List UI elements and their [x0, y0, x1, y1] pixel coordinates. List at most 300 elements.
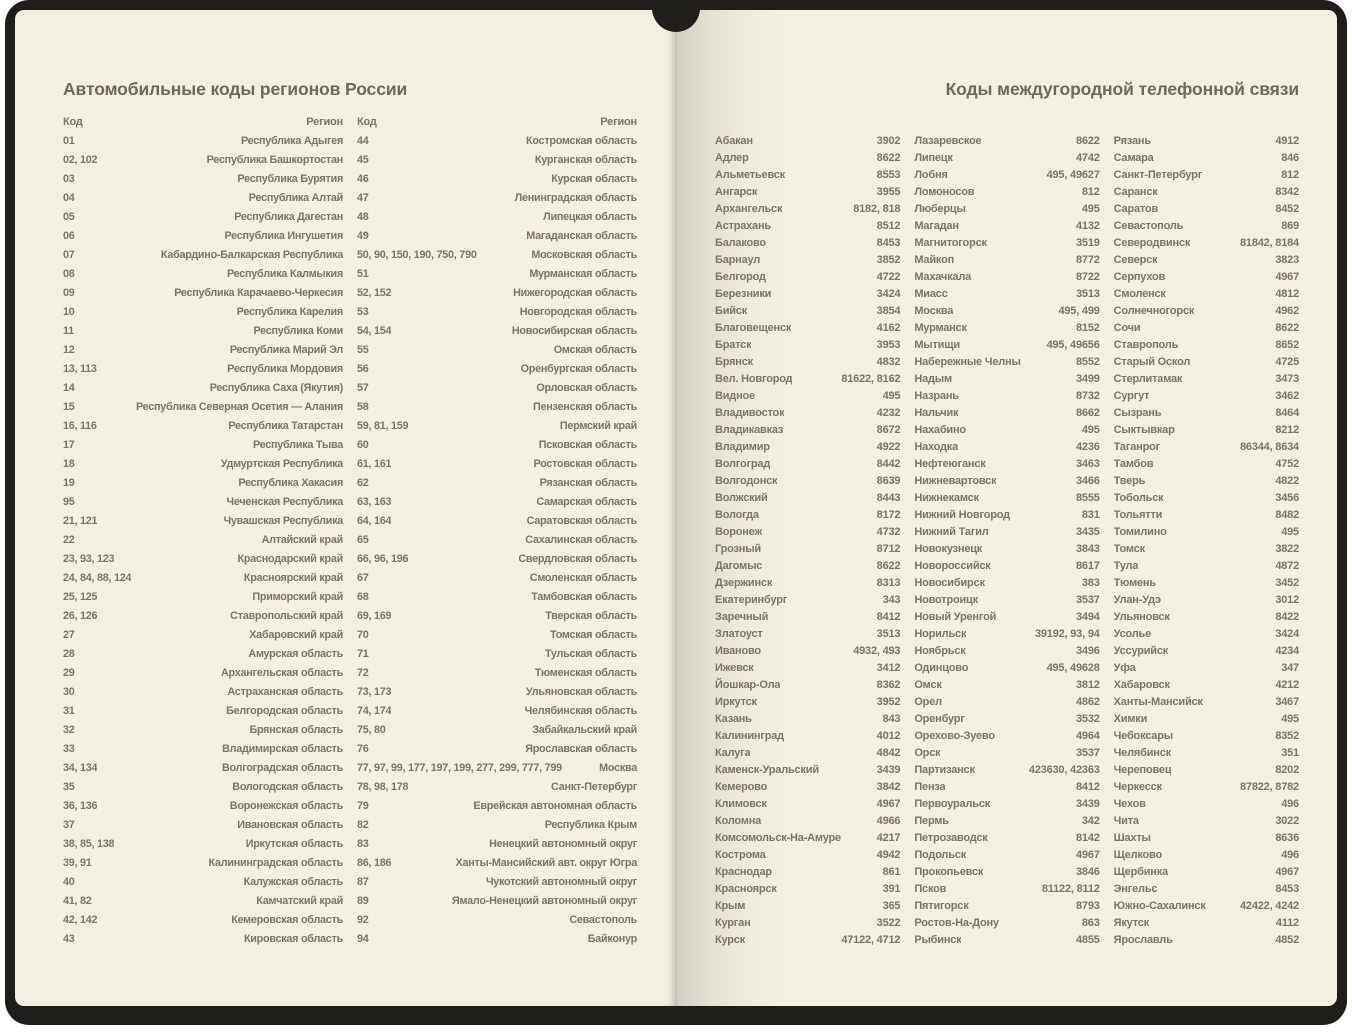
city-cell: Липецк: [914, 152, 953, 164]
region-code-row: [357, 778, 637, 797]
region-code-row: [63, 132, 343, 151]
city-code-row: [914, 796, 1099, 813]
city-code-row: [715, 728, 900, 745]
region-cell: Магаданская область: [526, 230, 637, 242]
city-code-row: [1114, 575, 1299, 592]
region-cell: Удмуртская Республика: [220, 458, 343, 470]
city-code-row: [1114, 898, 1299, 915]
code-cell: 495, 49656: [1046, 339, 1100, 351]
code-cell: 03: [63, 173, 75, 185]
city-cell: Сочи: [1113, 322, 1141, 334]
code-cell: 50, 90, 150, 190, 750, 790: [357, 249, 477, 261]
code-cell: 49: [357, 230, 369, 242]
region-cell: Республика Адыгея: [240, 135, 343, 147]
city-code-row: [914, 184, 1099, 201]
region-code-row: [63, 702, 343, 721]
region-cell: Ханты-Мансийский авт. округ Югра: [455, 857, 637, 869]
city-code-row: [914, 864, 1099, 881]
code-cell: 4922: [876, 441, 901, 453]
code-cell: 44: [357, 135, 369, 147]
code-cell: 343: [882, 594, 901, 606]
code-cell: 8772: [1075, 254, 1100, 266]
city-code-row: [715, 643, 900, 660]
code-cell: 3462: [1275, 390, 1299, 402]
code-cell: 4932, 493: [853, 645, 901, 657]
city-code-row: [914, 915, 1099, 932]
code-cell: 15: [63, 401, 75, 413]
region-code-row: [63, 721, 343, 740]
code-cell: 8412: [1075, 781, 1100, 793]
city-code-row: [715, 609, 900, 626]
code-cell: 60: [357, 439, 369, 451]
code-cell: 3953: [876, 339, 901, 351]
code-cell: 8464: [1275, 407, 1299, 419]
city-code-row: [914, 609, 1099, 626]
city-code-row: [914, 133, 1099, 150]
region-cell: Республика Марий Эл: [229, 344, 343, 356]
city-cell: Магадан: [914, 220, 959, 232]
city-cell: Коломна: [715, 815, 762, 827]
code-cell: 423630, 42363: [1028, 764, 1100, 776]
page-left: [15, 10, 677, 1006]
code-cell: 365: [882, 900, 901, 912]
code-cell: 10: [63, 306, 75, 318]
city-cell: Набережные Челны: [914, 356, 1021, 368]
city-code-row: [715, 201, 900, 218]
city-code-row: [1114, 405, 1299, 422]
column-headers: [63, 113, 343, 132]
code-cell: 8482: [1275, 509, 1299, 521]
region-cell: Томская область: [550, 629, 637, 641]
code-cell: 4236: [1075, 441, 1100, 453]
region-code-row: [357, 170, 637, 189]
city-cell: Ижевск: [715, 662, 754, 674]
city-cell: Сызрань: [1113, 407, 1162, 419]
code-cell: 66, 96, 196: [357, 553, 409, 565]
code-cell: 39192, 93, 94: [1034, 628, 1100, 640]
code-cell: 22: [63, 534, 75, 546]
city-code-row: [715, 813, 900, 830]
code-cell: 3424: [876, 288, 901, 300]
code-cell: 8639: [876, 475, 901, 487]
city-cell: Березники: [715, 288, 772, 300]
city-code-row: [914, 643, 1099, 660]
city-cell: Вологда: [715, 509, 759, 521]
city-cell: Оренбург: [914, 713, 965, 725]
city-code-row: [1114, 507, 1299, 524]
code-cell: 495, 499: [1058, 305, 1100, 317]
city-cell: Рыбинск: [914, 934, 962, 946]
city-cell: Смоленск: [1113, 288, 1166, 300]
city-code-row: [715, 524, 900, 541]
city-cell: Белгород: [715, 271, 766, 283]
phone-codes-column-3: [1114, 133, 1299, 949]
code-cell: 812: [1081, 186, 1100, 198]
city-code-row: [1114, 286, 1299, 303]
city-cell: Новосибирск: [914, 577, 985, 589]
city-cell: Нижневартовск: [914, 475, 997, 487]
city-code-row: [1114, 150, 1299, 167]
region-cell: Ставропольский край: [230, 610, 343, 622]
code-cell: 17: [63, 439, 75, 451]
city-cell: Самара: [1113, 152, 1154, 164]
city-cell: Щербинка: [1113, 866, 1168, 878]
city-code-row: [914, 575, 1099, 592]
code-cell: 495, 49627: [1046, 169, 1100, 181]
code-cell: 391: [882, 883, 901, 895]
code-cell: 3955: [876, 186, 901, 198]
code-cell: 4232: [876, 407, 901, 419]
city-cell: Брянск: [715, 356, 753, 368]
code-cell: 8672: [876, 424, 901, 436]
code-cell: 39, 91: [63, 857, 92, 869]
code-cell: 3439: [876, 764, 901, 776]
city-code-row: [715, 269, 900, 286]
city-code-row: [1114, 626, 1299, 643]
city-cell: Волгодонск: [715, 475, 778, 487]
city-code-row: [1114, 337, 1299, 354]
code-cell: 846: [1281, 152, 1299, 164]
city-cell: Челябинск: [1113, 747, 1171, 759]
region-cell: Омская область: [553, 344, 637, 356]
region-code-row: [357, 626, 637, 645]
code-cell: 3494: [1075, 611, 1100, 623]
city-code-row: [1114, 422, 1299, 439]
code-cell: 8202: [1275, 764, 1299, 776]
code-cell: 94: [357, 933, 369, 945]
city-cell: Ломоносов: [914, 186, 975, 198]
city-code-row: [914, 813, 1099, 830]
code-cell: 3022: [1275, 815, 1299, 827]
city-cell: Солнечногорск: [1113, 305, 1195, 317]
region-code-row: [357, 246, 637, 265]
code-cell: 8442: [876, 458, 901, 470]
city-code-row: [715, 830, 900, 847]
city-code-row: [715, 405, 900, 422]
code-cell: 8172: [876, 509, 901, 521]
city-code-row: [715, 439, 900, 456]
region-code-row: [63, 341, 343, 360]
code-cell: 3823: [1275, 254, 1299, 266]
region-code-row: [357, 284, 637, 303]
city-code-row: [914, 388, 1099, 405]
region-cell: Свердловская область: [518, 553, 637, 565]
region-cell: Ямало-Ненецкий автономный округ: [452, 895, 637, 907]
code-cell: 8342: [1275, 186, 1299, 198]
city-code-row: [914, 235, 1099, 252]
city-cell: Майкоп: [914, 254, 955, 266]
city-code-row: [1114, 609, 1299, 626]
code-cell: 28: [63, 648, 75, 660]
code-cell: 4862: [1075, 696, 1100, 708]
city-cell: Северодвинск: [1113, 237, 1191, 249]
city-cell: Волгоград: [715, 458, 771, 470]
code-cell: 495: [1281, 526, 1299, 538]
city-code-row: [914, 898, 1099, 915]
code-cell: 4872: [1275, 560, 1299, 572]
code-cell: 4962: [1275, 305, 1299, 317]
region-cell: Волгоградская область: [222, 762, 343, 774]
city-cell: Пятигорск: [914, 900, 969, 912]
code-cell: 18: [63, 458, 75, 470]
region-cell: Республика Тыва: [252, 439, 343, 451]
code-cell: 16, 116: [63, 420, 97, 432]
city-cell: Альметьевск: [715, 169, 785, 181]
region-code-row: [357, 341, 637, 360]
region-cell: Республика Карелия: [236, 306, 343, 318]
region-code-row: [357, 474, 637, 493]
region-code-row: [63, 550, 343, 569]
city-code-row: [715, 541, 900, 558]
region-code-row: [63, 892, 343, 911]
city-code-row: [914, 473, 1099, 490]
region-cell: Республика Саха (Якутия): [209, 382, 343, 394]
region-cell: Ненецкий автономный округ: [489, 838, 637, 850]
code-cell: 74, 174: [357, 705, 392, 717]
city-code-row: [1114, 711, 1299, 728]
city-cell: Калининград: [715, 730, 784, 742]
city-cell: Москва: [914, 305, 954, 317]
region-code-row: [357, 417, 637, 436]
city-code-row: [715, 575, 900, 592]
city-cell: Надым: [914, 373, 952, 385]
code-cell: 06: [63, 230, 75, 242]
region-code-row: [357, 797, 637, 816]
city-cell: Мытищи: [914, 339, 960, 351]
region-code-row: [357, 398, 637, 417]
code-cell: 4942: [876, 849, 901, 861]
region-code-row: [357, 911, 637, 930]
code-cell: 47122, 4712: [841, 934, 901, 946]
city-cell: Чебоксары: [1113, 730, 1173, 742]
region-codes-column-1: [63, 100, 343, 949]
code-cell: 81622, 8162: [841, 373, 901, 385]
region-code-row: [357, 930, 637, 949]
region-code-row: [63, 816, 343, 835]
region-cell: Республика Мордовия: [227, 363, 343, 375]
region-cell: Байконур: [587, 933, 637, 945]
city-cell: Нефтеюганск: [914, 458, 986, 470]
region-code-row: [357, 607, 637, 626]
region-code-row: [63, 930, 343, 949]
code-cell: 02, 102: [63, 154, 98, 166]
region-code-row: [63, 322, 343, 341]
code-cell: 48: [357, 211, 369, 223]
code-cell: 81842, 8184: [1240, 237, 1299, 249]
city-cell: Тюмень: [1113, 577, 1156, 589]
city-code-row: [1114, 388, 1299, 405]
city-code-row: [715, 422, 900, 439]
region-cell: Республика Калмыкия: [226, 268, 343, 280]
city-cell: Владимир: [715, 441, 770, 453]
city-cell: Нальчик: [914, 407, 959, 419]
city-code-row: [1114, 745, 1299, 762]
region-code-row: [63, 854, 343, 873]
code-cell: 4234: [1275, 645, 1299, 657]
city-code-row: [715, 796, 900, 813]
city-cell: Новый Уренгой: [914, 611, 997, 623]
region-cell: Республика Бурятия: [237, 173, 343, 185]
city-cell: Хабаровск: [1113, 679, 1170, 691]
code-cell: 42422, 4242: [1240, 900, 1299, 912]
code-cell: 09: [63, 287, 75, 299]
city-cell: Владивосток: [715, 407, 785, 419]
code-cell: 8622: [1275, 322, 1299, 334]
region-codes-table: [63, 100, 637, 949]
code-cell: 35: [63, 781, 75, 793]
city-cell: Рязань: [1113, 135, 1151, 147]
code-cell: 8793: [1075, 900, 1100, 912]
region-code-row: [63, 284, 343, 303]
code-cell: 3854: [876, 305, 901, 317]
region-cell: Липецкая область: [543, 211, 637, 223]
region-code-row: [63, 303, 343, 322]
region-cell: Белгородская область: [226, 705, 343, 717]
code-cell: 21, 121: [63, 515, 98, 527]
region-code-row: [63, 626, 343, 645]
code-cell: 12: [63, 344, 75, 356]
region-code-row: [357, 588, 637, 607]
code-cell: 8152: [1075, 322, 1100, 334]
region-cell: Республика Коми: [253, 325, 343, 337]
city-cell: Адлер: [715, 152, 749, 164]
city-code-row: [914, 711, 1099, 728]
city-code-row: [914, 320, 1099, 337]
region-cell: Республика Татарстан: [228, 420, 343, 432]
region-cell: Кировская область: [243, 933, 343, 945]
city-code-row: [1114, 694, 1299, 711]
code-cell: 33: [63, 743, 75, 755]
region-cell: Челябинская область: [524, 705, 637, 717]
city-cell: Благовещенск: [715, 322, 792, 334]
city-code-row: [1114, 677, 1299, 694]
right-page-title: Коды междугородной телефонной связи: [945, 79, 1299, 99]
city-code-row: [715, 456, 900, 473]
region-cell: Орловская область: [536, 382, 637, 394]
city-code-row: [914, 167, 1099, 184]
region-cell: Иркутская область: [245, 838, 343, 850]
region-cell: Алтайский край: [261, 534, 343, 546]
right-page-content: [677, 10, 1337, 949]
code-cell: 11: [63, 325, 74, 337]
city-cell: Бийск: [715, 305, 748, 317]
city-code-row: [1114, 133, 1299, 150]
region-code-row: [63, 645, 343, 664]
code-cell: 8622: [876, 560, 901, 572]
city-code-row: [715, 898, 900, 915]
city-cell: Тверь: [1113, 475, 1146, 487]
phone-codes-column-1: [715, 133, 900, 949]
region-code-row: [357, 436, 637, 455]
code-cell: 43: [63, 933, 75, 945]
region-code-row: [357, 664, 637, 683]
city-cell: Красноярск: [715, 883, 777, 895]
city-cell: Нижнекамск: [914, 492, 979, 504]
code-cell: 831: [1081, 509, 1100, 521]
city-cell: Томилино: [1113, 526, 1167, 538]
code-cell: 8722: [1075, 271, 1100, 283]
region-code-row: [357, 189, 637, 208]
code-cell: 3952: [876, 696, 901, 708]
city-code-row: [914, 218, 1099, 235]
region-code-row: [357, 759, 637, 778]
region-code-row: [357, 303, 637, 322]
city-cell: Орел: [914, 696, 942, 708]
code-cell: 26, 126: [63, 610, 98, 622]
code-cell: 4822: [1275, 475, 1299, 487]
code-cell: 8313: [876, 577, 901, 589]
region-code-row: [63, 151, 343, 170]
city-cell: Петрозаводск: [914, 832, 988, 844]
region-cell: Ивановская область: [237, 819, 343, 831]
region-cell: Красноярский край: [243, 572, 343, 584]
city-code-row: [715, 762, 900, 779]
code-cell: 04: [63, 192, 75, 204]
city-code-row: [1114, 830, 1299, 847]
region-cell: Еврейская автономная область: [473, 800, 637, 812]
city-code-row: [1114, 354, 1299, 371]
code-cell: 8636: [1275, 832, 1299, 844]
region-code-row: [357, 151, 637, 170]
region-code-row: [357, 854, 637, 873]
city-cell: Саранск: [1113, 186, 1158, 198]
city-cell: Стерлитамак: [1113, 373, 1183, 385]
code-cell: 3519: [1075, 237, 1100, 249]
code-cell: 52, 152: [357, 287, 392, 299]
code-cell: 78, 98, 178: [357, 781, 409, 793]
region-code-row: [357, 892, 637, 911]
city-code-row: [914, 439, 1099, 456]
city-code-row: [715, 592, 900, 609]
city-code-row: [914, 405, 1099, 422]
region-column-header: Регион: [306, 116, 343, 128]
code-cell: 13, 113: [63, 363, 97, 375]
code-cell: 87: [357, 876, 369, 888]
city-code-row: [715, 694, 900, 711]
city-cell: Воронеж: [715, 526, 763, 538]
region-code-row: [357, 322, 637, 341]
code-cell: 8662: [1075, 407, 1100, 419]
city-cell: Чита: [1113, 815, 1139, 827]
region-code-row: [357, 512, 637, 531]
region-code-row: [63, 170, 343, 189]
city-code-row: [715, 915, 900, 932]
city-cell: Заречный: [715, 611, 769, 623]
region-cell: Астраханская область: [227, 686, 343, 698]
region-cell: Новгородская область: [519, 306, 637, 318]
city-cell: Видное: [715, 390, 755, 402]
city-code-row: [1114, 558, 1299, 575]
code-cell: 3852: [876, 254, 901, 266]
code-cell: 3466: [1075, 475, 1100, 487]
city-cell: Чехов: [1113, 798, 1146, 810]
region-code-row: [63, 398, 343, 417]
code-cell: 70: [357, 629, 369, 641]
code-cell: 8212: [1275, 424, 1299, 436]
region-cell: Тюменская область: [534, 667, 637, 679]
region-cell: Санкт-Петербург: [551, 781, 637, 793]
city-cell: Климовск: [715, 798, 767, 810]
region-cell: Республика Северная Осетия — Алания: [135, 401, 343, 413]
city-cell: Якутск: [1113, 917, 1149, 929]
city-code-row: [1114, 201, 1299, 218]
code-cell: 89: [357, 895, 369, 907]
phone-codes-column-2: [914, 133, 1099, 949]
city-code-row: [914, 524, 1099, 541]
region-code-row: [63, 759, 343, 778]
city-code-row: [1114, 371, 1299, 388]
code-cell: 3456: [1275, 492, 1299, 504]
